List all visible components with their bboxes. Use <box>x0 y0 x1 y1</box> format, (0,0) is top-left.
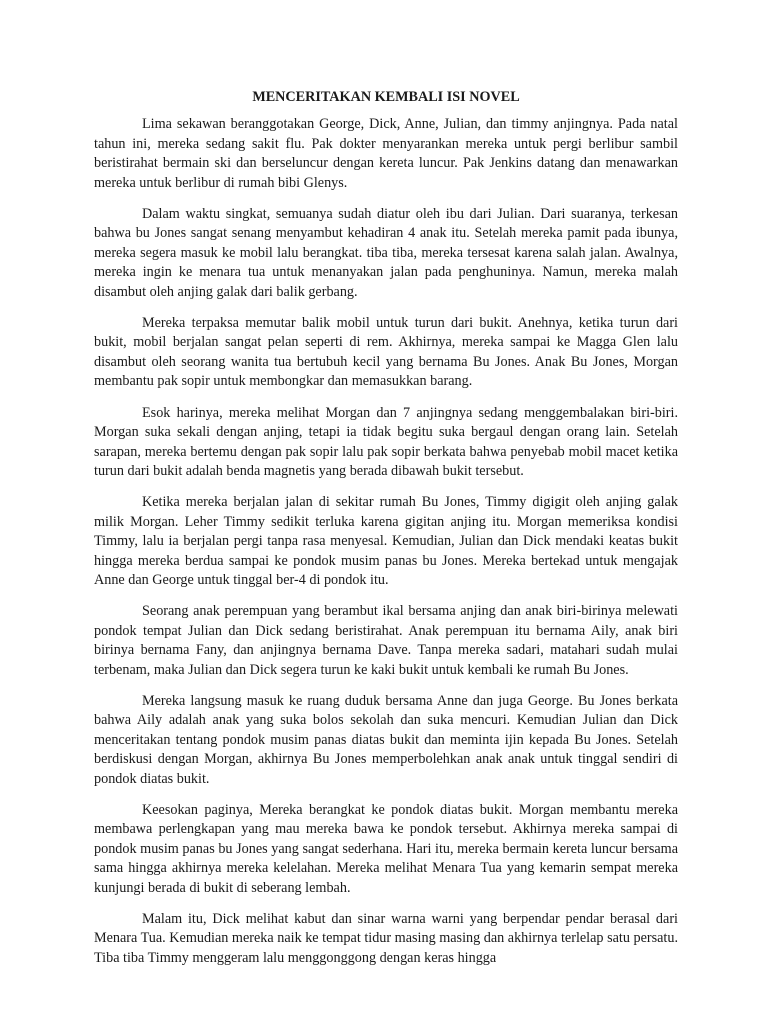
paragraph-2: Dalam waktu singkat, semuanya sudah diatur oleh ibu dari Julian. Dari suaranya, terkesan bahwa bu Jones sangat senang menyambut kehadiran 4 anak itu. Setelah mereka pamit pada ibunya, mereka segera masuk ke mobil lalu berangkat. tiba tiba, mereka tersesat karena salah jalan. Awalnya, mereka ingin ke menara tua untuk menanyakan jalan pada penghuninya. Namun, mereka malah disambut oleh anjing galak dari balik gerbang. <box>94 206 678 300</box>
paragraph-3: Mereka terpaksa memutar balik mobil untuk turun dari bukit. Anehnya, ketika turun dari bukit, mobil berjalan sangat pelan seperti di rem. Akhirnya, mereka sampai ke Magga Glen lalu disambut oleh seorang wanita tua bertubuh kecil yang bernama Bu Jones. Anak Bu Jones, Morgan membantu pak sopir untuk membongkar dan memasukkan barang. <box>94 315 678 390</box>
document-title: MENCERITAKAN KEMBALI ISI NOVEL <box>252 89 520 105</box>
paragraph-6: Seorang anak perempuan yang berambut ikal bersama anjing dan anak biri-birinya melewati pondok tempat Julian dan Dick sedang beristirahat. Anak perempuan itu bernama Aily, anak biri birinya bernama Fany, dan anjingnya bernama Dave. Tanpa mereka sadari, matahari sudah mulai terbenam, maka Julian dan Dick segera turun ke kaki bukit untuk kembali ke rumah Bu Jones. <box>94 603 678 678</box>
paragraph-7: Mereka langsung masuk ke ruang duduk bersama Anne dan juga George. Bu Jones berkata bahwa Aily adalah anak yang suka bolos sekolah dan suka mencuri. Kemudian Julian dan Dick menceritakan tentang pondok musim panas diatas bukit dan meminta ijin kepada Bu Jones. Setelah berdiskusi dengan Morgan, akhirnya Bu Jones memperbolehkan anak anak untuk tinggal sendiri di pondok diatas bukit. <box>94 692 678 787</box>
document-body <box>94 88 678 980</box>
paragraph-1: Lima sekawan beranggotakan George, Dick, Anne, Julian, dan timmy anjingnya. Pada natal tahun ini, mereka sedang sakit flu. Pak dokter menyarankan mereka untuk pergi berlibur sambil beristirahat bermain ski dan berseluncur dengan kereta luncur. Pak Jenkins datang dan menawarkan mereka untuk berlibur di rumah bibi Glenys. <box>94 116 678 191</box>
paragraph-5: Ketika mereka berjalan jalan di sekitar rumah Bu Jones, Timmy digigit oleh anjing galak milik Morgan. Leher Timmy sedikit terluka karena gigitan anjing itu. Morgan memeriksa kondisi Timmy, lalu ia berjalan pergi tanpa rasa menyesal. Kemudian, Julian dan Dick mendaki keatas bukit hingga mereka berdua sampai ke pondok musim panas bu Jones. Mereka bertekad untuk mengajak Anne dan George untuk tinggal ber-4 di pondok itu. <box>94 494 678 588</box>
paragraph-8: Keesokan paginya, Mereka berangkat ke pondok diatas bukit. Morgan membantu mereka membawa perlengkapan yang mau mereka bawa ke pondok tersebut. Akhirnya mereka sampai di pondok musim panas bu Jones yang sangat sederhana. Hari itu, mereka bermain kereta luncur bersama sama hingga akhirnya mereka kelelahan. Mereka melihat Menara Tua yang kemarin sempat mereka kunjungi berada di bukit di seberang lembah. <box>94 802 678 896</box>
paragraph-4: Esok harinya, mereka melihat Morgan dan 7 anjingnya sedang menggembalakan biri-biri. Morgan suka sekali dengan anjing, tetapi ia tidak begitu suka bergaul dengan orang lain. Setelah sarapan, mereka bertemu dengan pak sopir lalu pak sopir berkata bahwa penyebab mobil macet ketika turun dari bukit adalah benda magnetis yang berada dibawah bukit tersebut. <box>94 404 678 479</box>
paragraph-9: Malam itu, Dick melihat kabut dan sinar warna warni yang berpendar pendar berasal dari Menara Tua. Kemudian mereka naik ke tempat tidur masing masing dan akhirnya terlelap satu persatu. Tiba tiba Timmy menggeram lalu menggonggong dengan keras hingga <box>94 911 678 966</box>
